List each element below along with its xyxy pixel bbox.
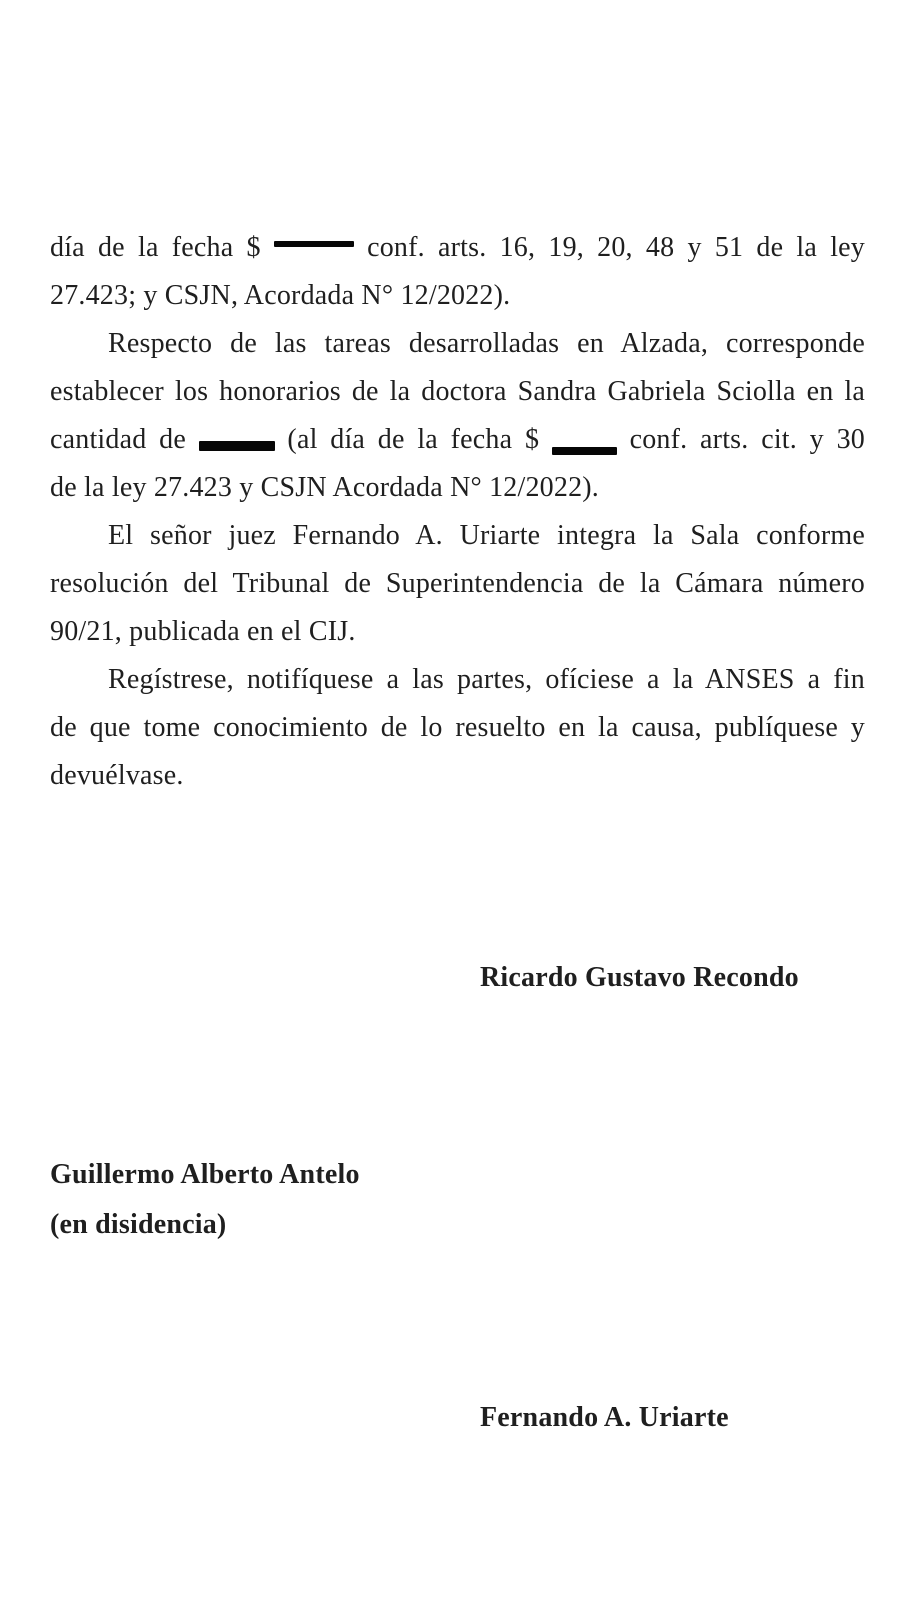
document-line (50, 272, 865, 320)
text-segment: establecer los honorarios de la doctora Sandra Gabriela Sciolla en la (50, 376, 865, 407)
signature-name: Fernando A. Uriarte (480, 1402, 729, 1433)
document-line (50, 608, 865, 656)
document-line (50, 704, 865, 752)
text-segment: de que tome conocimiento de lo resuelto en la causa, publíquese y (50, 712, 865, 743)
document-line (50, 224, 865, 272)
redaction-bar (552, 447, 617, 455)
document-line (50, 560, 865, 608)
text-segment: 27.423; y CSJN, Acordada N° 12/2022). (50, 280, 511, 311)
document-line (50, 464, 865, 512)
document-line (50, 752, 865, 800)
document-text-block (50, 224, 865, 800)
text-segment: El señor juez Fernando A. Uriarte integra la Sala conforme (108, 520, 865, 551)
signature-block (480, 953, 799, 1003)
text-segment: (al día de la fecha $ (274, 424, 552, 455)
redaction-bar (274, 241, 354, 247)
text-segment: cantidad de (50, 424, 199, 455)
document-line (50, 416, 865, 464)
text-segment: Respecto de las tareas desarrolladas en Alzada, corresponde (108, 328, 865, 359)
redaction-bar (199, 441, 275, 451)
text-segment: día de la fecha $ (50, 232, 274, 263)
signature-name: Ricardo Gustavo Recondo (480, 962, 799, 993)
signature-name: Guillermo Alberto Antelo (50, 1159, 360, 1190)
document-line (50, 512, 865, 560)
signature-block (480, 1393, 729, 1443)
text-segment: conf. arts. 16, 19, 20, 48 y 51 de la ley (353, 232, 865, 263)
document-line (50, 656, 865, 704)
signature-note: (en disidencia) (50, 1209, 227, 1240)
text-segment: Regístrese, notifíquese a las partes, ofíciese a la ANSES a fin (108, 664, 865, 695)
text-segment: conf. arts. cit. y 30 (616, 424, 865, 455)
text-segment: 90/21, publicada en el CIJ. (50, 616, 356, 647)
document-line (50, 368, 865, 416)
signature-block (50, 1150, 360, 1250)
document-line (50, 320, 865, 368)
text-segment: devuélvase. (50, 760, 184, 791)
text-segment: de la ley 27.423 y CSJN Acordada N° 12/2022). (50, 472, 600, 503)
text-segment: resolución del Tribunal de Superintendencia de la Cámara número (50, 568, 865, 599)
